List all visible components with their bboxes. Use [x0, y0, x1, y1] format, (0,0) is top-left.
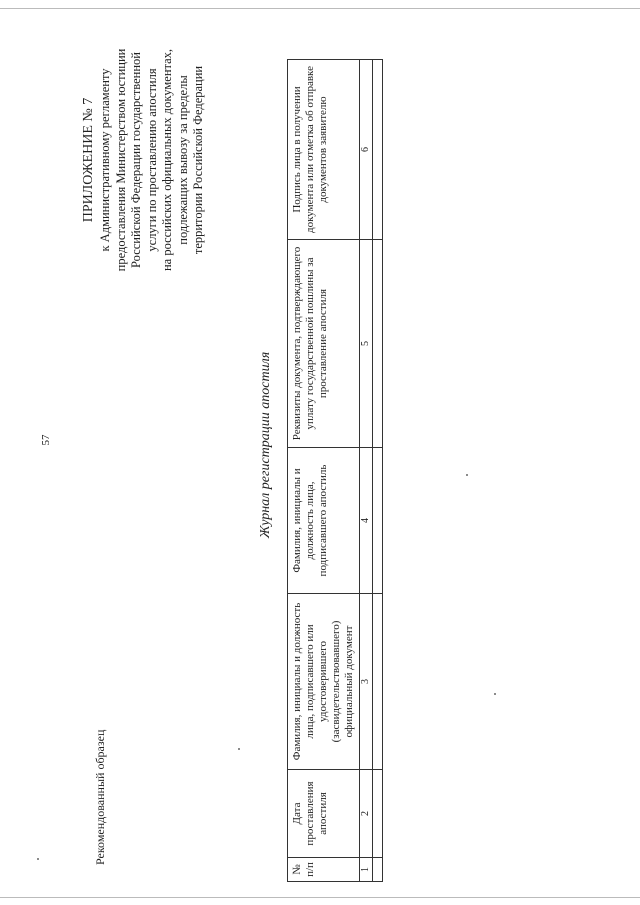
scan-speck	[238, 748, 240, 750]
header-cell-apostille-signer: Фамилия, инициалы и должность лица, подписавшего апостиль	[288, 448, 360, 594]
empty-cell	[373, 594, 383, 770]
table-header-row	[288, 60, 360, 882]
header-cell-payment-details: Реквизиты документа, подтверждающего уплату государственной пошлины за проставление апостиля	[288, 240, 360, 448]
header-cell-document-signer: Фамилия, инициалы и должность лица, подписавшего или удостоверившего (засвидетельствовавшего) официальный документ	[288, 594, 360, 770]
table-row	[373, 60, 383, 882]
empty-cell	[373, 240, 383, 448]
header-cell-date: Дата проставления апостиля	[288, 770, 360, 858]
journal-title: Журнал регистрации апостиля	[258, 351, 273, 539]
header-cell-receipt-signature: Подпись лица в получении документа или отметка об отправке документов заявителю	[288, 60, 360, 240]
recommended-sample-label: Рекомендованный образец	[93, 729, 107, 865]
appendix-line: подлежащих вывозу за пределы	[175, 75, 190, 245]
appendix-line: Российской Федерации государственной	[129, 52, 143, 268]
scan-speck	[494, 693, 496, 695]
appendix-line: к Административному регламенту	[98, 68, 112, 252]
appendix-line: территории Российской Федерации	[191, 65, 205, 255]
appendix-line: предоставления Министерством юстиции	[113, 48, 128, 272]
page-number: 57	[40, 434, 52, 446]
empty-cell	[373, 770, 383, 858]
column-number: 6	[360, 60, 373, 240]
appendix-line: на российских официальных документах,	[160, 48, 174, 272]
appendix-block	[80, 5, 207, 315]
scan-speck	[37, 858, 39, 860]
column-number: 4	[360, 448, 373, 594]
column-number: 2	[360, 770, 373, 858]
header-cell-number: № п/п	[288, 858, 360, 882]
empty-cell	[373, 858, 383, 882]
empty-cell	[373, 60, 383, 240]
column-number: 1	[360, 858, 373, 882]
appendix-title: ПРИЛОЖЕНИЕ № 7	[81, 97, 96, 223]
scan-speck	[466, 474, 468, 476]
appendix-line: услуги по проставлению апостиля	[144, 68, 159, 252]
column-number-row	[360, 60, 373, 882]
empty-cell	[373, 448, 383, 594]
journal-table	[287, 59, 383, 882]
column-number: 5	[360, 240, 373, 448]
column-number: 3	[360, 594, 373, 770]
